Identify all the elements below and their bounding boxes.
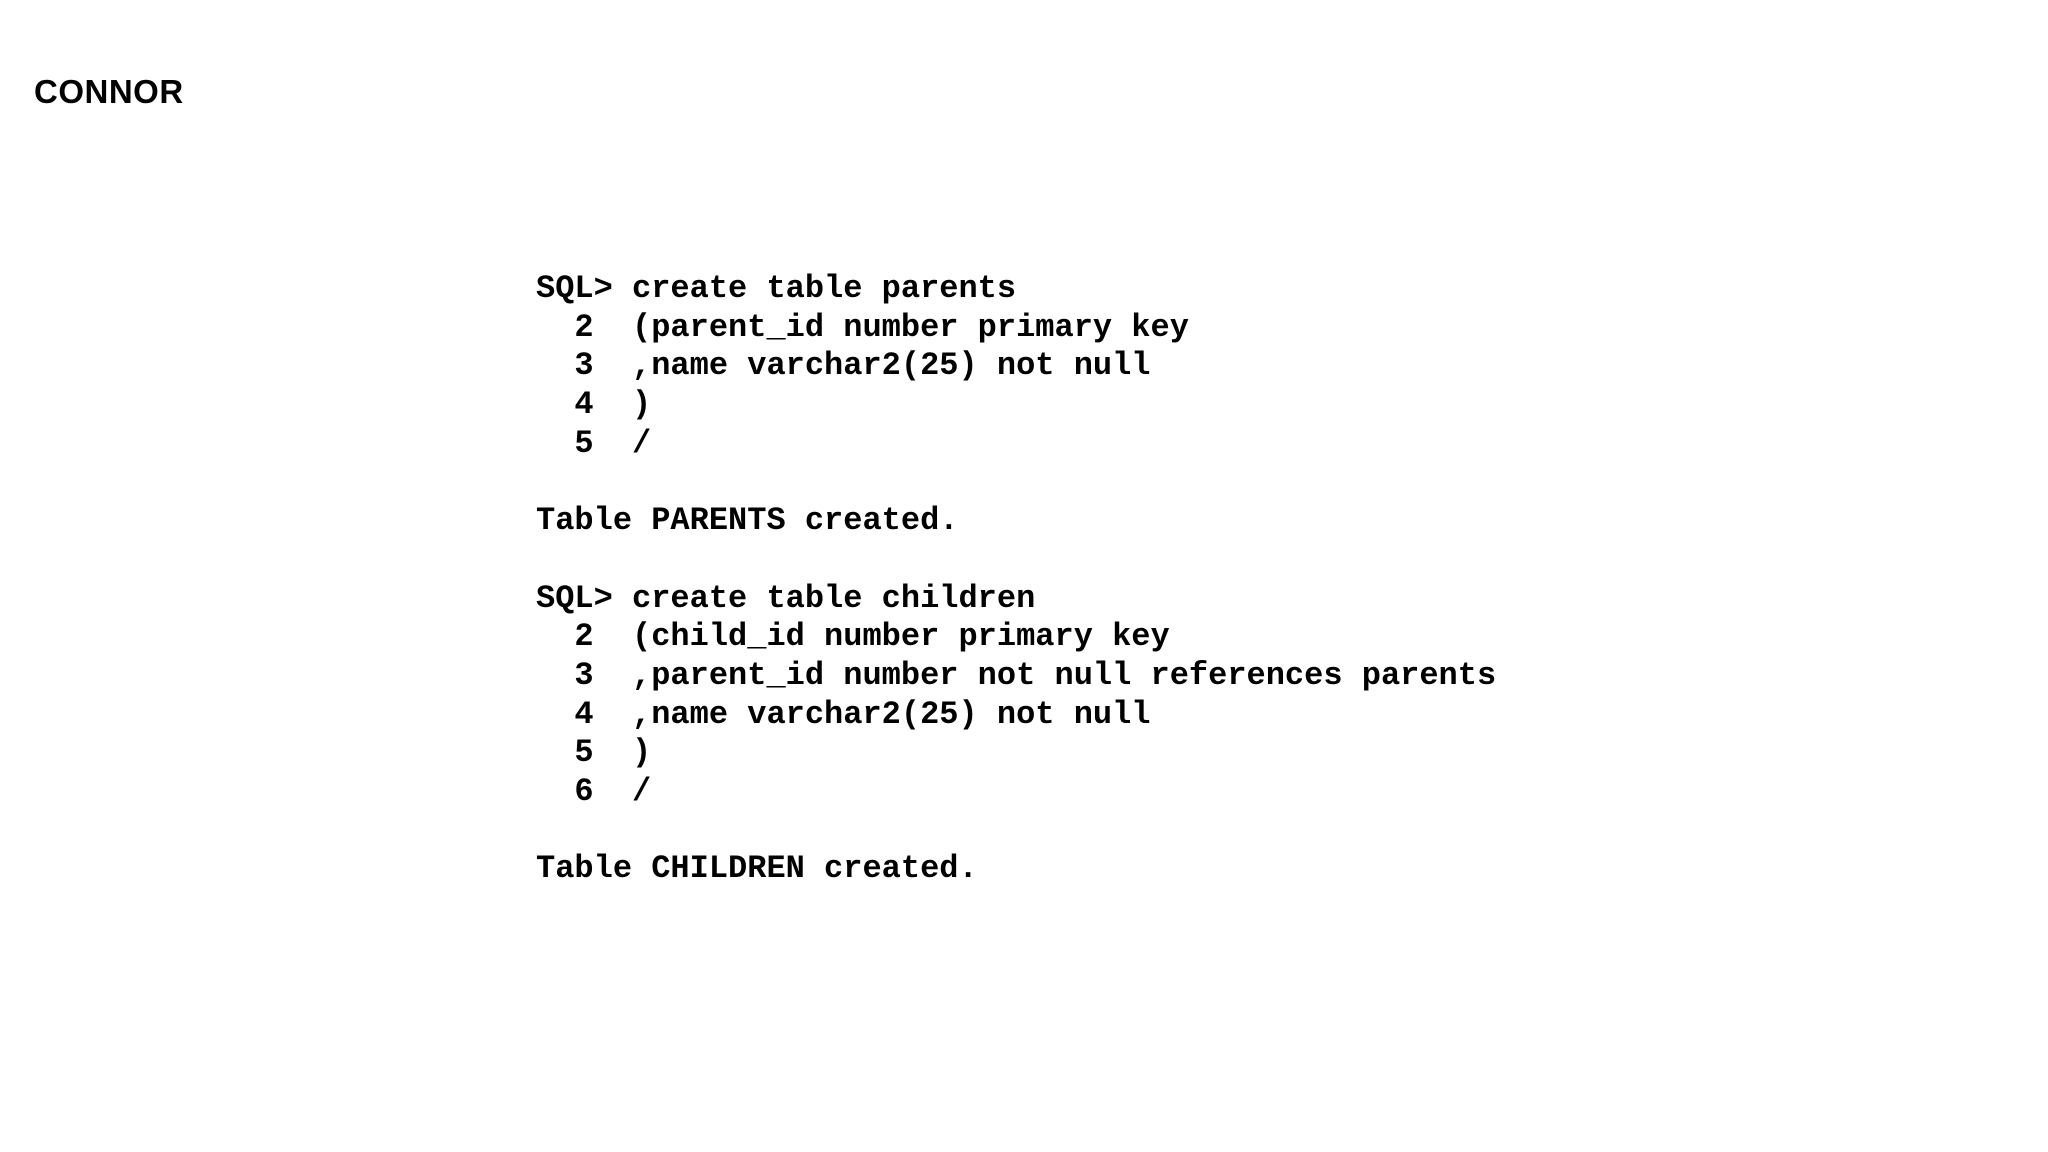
code-line: SQL> create table parents <box>536 270 1017 307</box>
code-line: Table CHILDREN created. <box>536 850 978 888</box>
sql-output-block <box>536 270 1496 889</box>
code-line: 4 ,name varchar2(25) not null <box>536 695 1151 733</box>
code-line <box>536 812 1496 851</box>
code-line: 5 ) <box>536 734 652 772</box>
code-line <box>536 541 1496 580</box>
code-line: 6 / <box>536 772 652 810</box>
code-line: 5 / <box>536 424 652 462</box>
code-line: 3 ,parent_id number not null references parents <box>536 656 1497 694</box>
code-line: 3 ,name varchar2(25) not null <box>536 347 1151 385</box>
code-line: 2 (child_id number primary key <box>536 618 1170 656</box>
code-line: 4 ) <box>536 386 652 424</box>
code-line: 2 (parent_id number primary key <box>536 308 1189 346</box>
code-line: SQL> create table children <box>536 579 1036 617</box>
code-line <box>536 463 1496 502</box>
slide-title: CONNOR <box>34 73 184 110</box>
code-line: Table PARENTS created. <box>536 502 959 540</box>
